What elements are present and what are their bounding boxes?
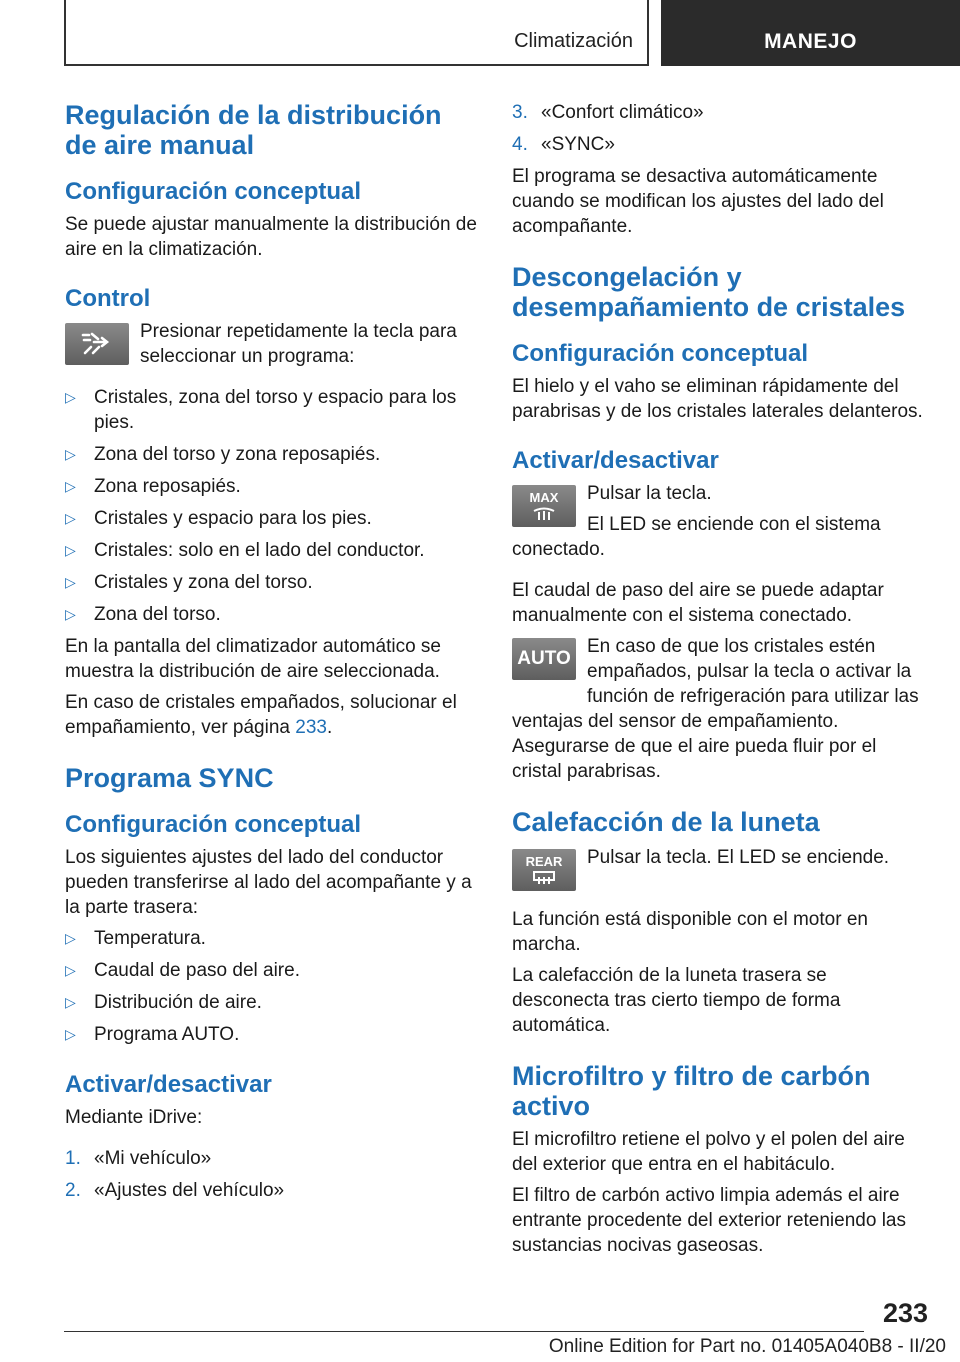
triangle-bullet-icon: ▷	[65, 606, 76, 622]
list-item: ▷ Cristales: solo en el lado del conductor.	[65, 540, 425, 561]
left-column	[65, 100, 480, 1210]
rear-text: Pulsar la tecla. El LED se enciende.	[587, 847, 890, 868]
control-text: Presionar repetidamente la tecla para seleccionar un programa:	[140, 321, 457, 367]
defrost-concept-text: El hielo y el vaho se eliminan rápidamente del parabrisas y de los cristales laterales delanteros.	[512, 376, 923, 422]
heading-concept: Configuración conceptual	[65, 178, 362, 205]
list-item: ▷ Caudal de paso del aire.	[65, 960, 300, 981]
section-title-rear-heating: Calefacción de la luneta	[512, 807, 820, 837]
steps-list-continued	[512, 100, 928, 157]
list-item: ▷ Cristales y zona del torso.	[65, 572, 313, 593]
list-item: ▷ Zona reposapiés.	[65, 476, 241, 497]
list-item: ▷ Temperatura.	[65, 928, 206, 949]
display-text: En la pantalla del climatizador automático se muestra la distribución de aire seleccionada.	[65, 636, 441, 682]
program-list	[65, 385, 480, 627]
triangle-bullet-icon: ▷	[65, 574, 76, 590]
list-item: ▷ Programa AUTO.	[65, 1024, 240, 1045]
list-item: ▷ Cristales y espacio para los pies.	[65, 508, 372, 529]
triangle-bullet-icon: ▷	[65, 478, 76, 494]
steps-list	[65, 1146, 480, 1203]
header-chapter-title: MANEJO	[764, 30, 857, 53]
footer-divider	[64, 1331, 864, 1332]
header-section-tab	[64, 0, 649, 66]
list-item: 4. «SYNC»	[512, 134, 615, 155]
triangle-bullet-icon: ▷	[65, 542, 76, 558]
fog-text: En caso de cristales empañados, solucionar el empañamiento, ver página 233.	[65, 692, 457, 738]
list-item: 3. «Confort climático»	[512, 102, 704, 123]
sync-off-text: El programa se desactiva automáticamente cuando se modifican los ajustes del lado del acompañante.	[512, 166, 884, 237]
filter-text-2: El filtro de carbón activo limpia además el aire entrante procedente del exterior reteniendo las sustancias nocivas gaseosas.	[512, 1185, 906, 1256]
triangle-bullet-icon: ▷	[65, 994, 76, 1010]
concept-text: Se puede ajustar manualmente la distribución de aire en la climatización.	[65, 214, 477, 260]
heading-sync-concept: Configuración conceptual	[65, 811, 362, 838]
auto-text: En caso de que los cristales estén empañados, pulsar la tecla o activar la función de refrigeración para utilizar las ventajas del sensor de empañamiento. Asegurarse de que el aire pueda fluir por el cristal parabrisas.	[512, 636, 919, 782]
max-defrost-button-icon: MAX	[512, 485, 576, 527]
page-number: 233	[882, 1298, 928, 1328]
list-item: ▷ Distribución de aire.	[65, 992, 262, 1013]
auto-button-icon: AUTO	[512, 638, 576, 680]
list-item: 1. «Mi vehículo»	[65, 1148, 212, 1169]
section-title-filter: Microfiltro y filtro de carbón activo	[512, 1061, 871, 1121]
right-column	[512, 100, 928, 1264]
list-item: 2. «Ajustes del vehículo»	[65, 1180, 285, 1201]
list-item: ▷ Zona del torso.	[65, 604, 221, 625]
triangle-bullet-icon: ▷	[65, 510, 76, 526]
header-chapter-tab	[661, 0, 960, 66]
section-title-defrost: Descongelación y desempañamiento de cristales	[512, 262, 906, 322]
rear-availability-text: La función está disponible con el motor en marcha.	[512, 909, 868, 955]
header-section-title: Climatización	[514, 30, 633, 52]
rear-off-text: La calefacción de la luneta trasera se desconecta tras cierto tiempo de forma automática.	[512, 965, 841, 1036]
section-title-sync: Programa SYNC	[65, 763, 274, 793]
max-led-text: El LED se enciende con el sistema conectado.	[512, 514, 881, 560]
sync-list	[65, 926, 480, 1047]
activate-text: Mediante iDrive:	[65, 1107, 203, 1128]
sync-text: Los siguientes ajustes del lado del conductor pueden transferirse al lado del acompañante y a la parte trasera:	[65, 847, 472, 918]
triangle-bullet-icon: ▷	[65, 446, 76, 462]
heading-control: Control	[65, 285, 151, 312]
heading-defrost-concept: Configuración conceptual	[512, 340, 809, 367]
triangle-bullet-icon: ▷	[65, 962, 76, 978]
page-link-233[interactable]: 233	[295, 717, 327, 738]
heading-defrost-activate: Activar/desactivar	[512, 447, 719, 474]
air-distribution-button-icon	[65, 323, 129, 365]
flow-text: El caudal de paso del aire se puede adaptar manualmente con el sistema conectado.	[512, 580, 884, 626]
rear-window-heating-button-icon: REAR	[512, 849, 576, 891]
footer-edition: Online Edition for Part no. 01405A040B8 - II/20	[548, 1336, 946, 1357]
triangle-bullet-icon: ▷	[65, 1026, 76, 1042]
section-title-air-distribution: Regulación de la distribución de aire manual	[65, 100, 442, 160]
list-item: ▷ Zona del torso y zona reposapiés.	[65, 444, 381, 465]
triangle-bullet-icon: ▷	[65, 930, 76, 946]
heading-activate: Activar/desactivar	[65, 1071, 272, 1098]
filter-text-1: El microfiltro retiene el polvo y el polen del aire del exterior que entra en el habitáculo.	[512, 1129, 905, 1175]
max-press-text: Pulsar la tecla.	[587, 483, 712, 504]
triangle-bullet-icon: ▷	[65, 389, 76, 405]
list-item: ▷ Cristales, zona del torso y espacio para los pies.	[65, 387, 457, 433]
